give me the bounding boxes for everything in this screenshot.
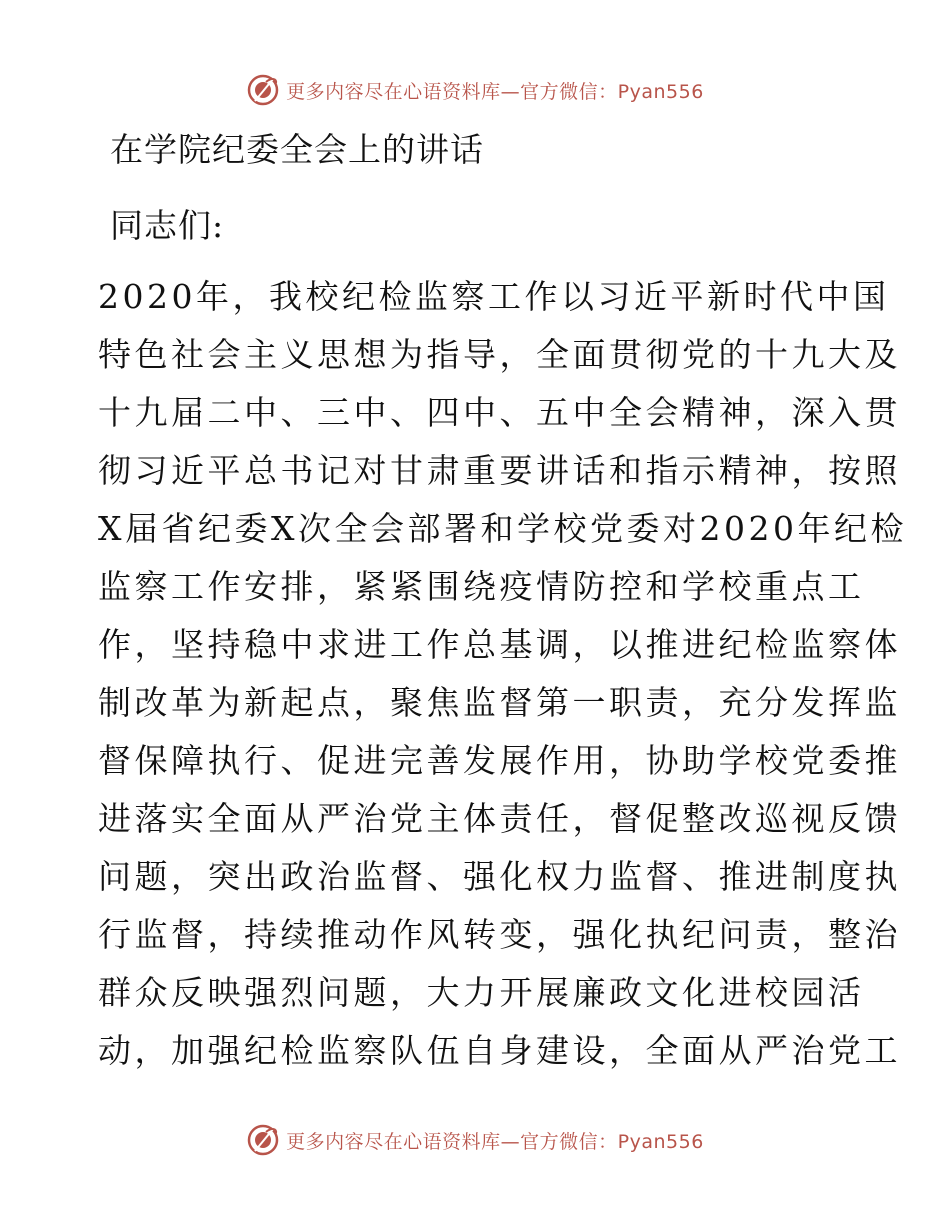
body-line: 作，坚持稳中求进工作总基调，以推进纪检监察体 <box>98 625 901 664</box>
body-line: 2020年，我校纪检监察工作以习近平新时代中国 <box>98 277 890 316</box>
body-line: 特色社会主义思想为指导，全面贯彻党的十九大及 <box>98 335 901 374</box>
watermark-text: 更多内容尽在心语资料库—官方微信：Pyan556 <box>286 80 704 103</box>
body-line: 群众反映强烈问题，大力开展廉政文化进校园活 <box>98 973 865 1012</box>
body-line: 彻习近平总书记对甘肃重要讲话和指示精神，按照 <box>98 451 901 490</box>
feather-pen-logo-icon <box>246 73 280 107</box>
body-line: X届省纪委X次全会部署和学校党委对2020年纪检 <box>98 509 907 548</box>
body-line: 监察工作安排，紧紧围绕疫情防控和学校重点工 <box>98 567 865 606</box>
document-body <box>98 268 907 1080</box>
body-line: 问题，突出政治监督、强化权力监督、推进制度执 <box>98 857 901 896</box>
feather-pen-logo-icon <box>246 1123 280 1157</box>
body-line: 制改革为新起点，聚焦监督第一职责，充分发挥监 <box>98 683 901 722</box>
footer-watermark <box>0 1120 950 1160</box>
document-title: 在学院纪委全会上的讲话 <box>110 130 484 169</box>
body-line: 进落实全面从严治党主体责任，督促整改巡视反馈 <box>98 799 901 838</box>
watermark-text: 更多内容尽在心语资料库—官方微信：Pyan556 <box>286 1130 704 1153</box>
body-line: 动，加强纪检监察队伍自身建设，全面从严治党工 <box>98 1031 901 1070</box>
body-line: 十九届二中、三中、四中、五中全会精神，深入贯 <box>98 393 901 432</box>
header-watermark <box>0 70 950 110</box>
salutation: 同志们: <box>110 206 225 245</box>
body-line: 督保障执行、促进完善发展作用，协助学校党委推 <box>98 741 901 780</box>
body-line: 行监督，持续推动作风转变，强化执纪问责，整治 <box>98 915 901 954</box>
